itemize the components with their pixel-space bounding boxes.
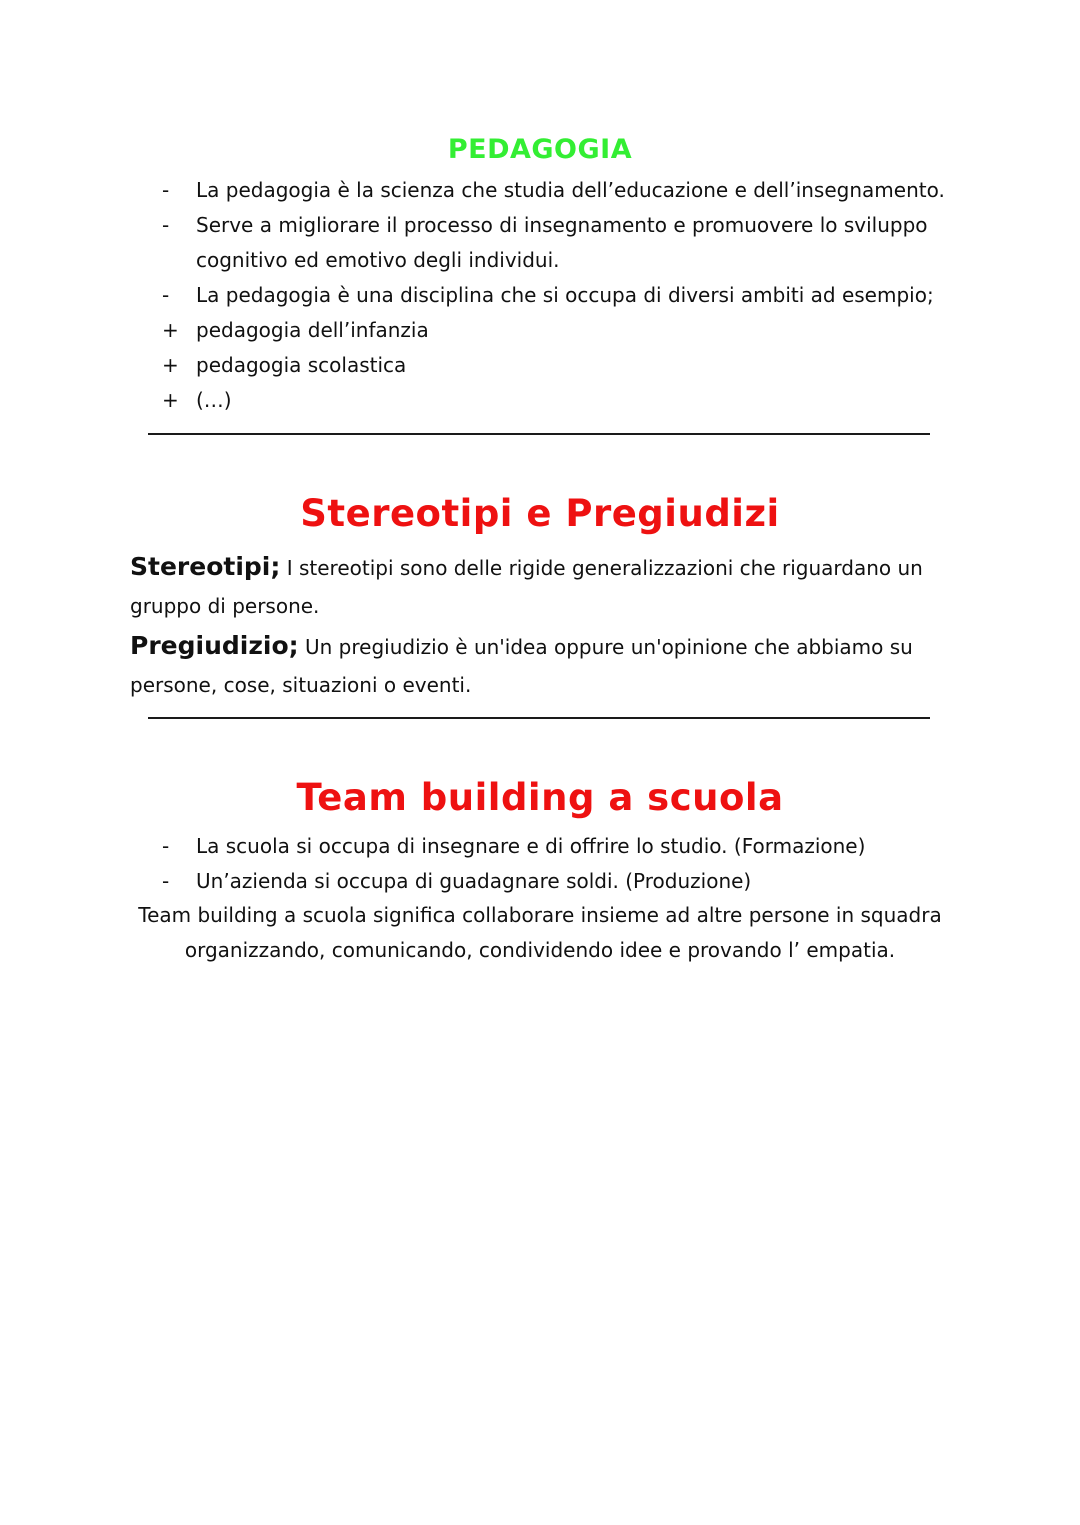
list-item-text: (…) [196,388,232,412]
list-item [160,864,950,899]
pregiudizio-term: Pregiudizio; [130,631,299,660]
team-summary: Team building a scuola significa collaborare insieme ad altre persone in squadra organizzando, comunicando, condividendo idee e provando l’ empatia. [138,903,942,962]
list-item [160,348,950,383]
list-item [160,829,950,864]
stereotipi-term: Stereotipi; [130,552,281,581]
list-item [160,278,950,313]
dash-marker: - [162,178,170,202]
list-item-text: Serve a migliorare il processo di insegnamento e promuovere lo sviluppo cognitivo ed emotivo degli individui. [196,213,928,272]
pedagogia-list [160,173,950,418]
list-item [160,208,950,278]
pregiudizio-text: Un pregiudizio è un'idea oppure un'opinione che abbiamo su persone, cose, situazioni o eventi. [130,635,913,697]
plus-marker: + [162,388,179,412]
pregiudizio-definition [130,627,960,704]
stereotipi-text: I stereotipi sono delle rigide generalizzazioni che riguardano un gruppo di persone. [130,556,923,618]
stereotipi-title: Stereotipi e Pregiudizi [300,492,780,535]
list-item [160,173,950,208]
stereotipi-definition [130,548,960,625]
dash-marker: - [162,869,170,893]
team-title: Team building a scuola [296,776,784,819]
list-item [160,383,950,418]
section-divider [148,717,930,719]
list-item-text: pedagogia scolastica [196,353,407,377]
list-item-text: La pedagogia è la scienza che studia dell’educazione e dell’insegnamento. [196,178,945,202]
dash-marker: - [162,283,170,307]
pedagogia-title: PEDAGOGIA [447,134,633,165]
list-item-text: Un’azienda si occupa di guadagnare soldi. (Produzione) [196,869,752,893]
plus-marker: + [162,318,179,342]
dash-marker: - [162,834,170,858]
dash-marker: - [162,213,170,237]
team-list [160,829,950,899]
list-item [160,313,950,348]
list-item-text: La scuola si occupa di insegnare e di offrire lo studio. (Formazione) [196,834,866,858]
plus-marker: + [162,353,179,377]
list-item-text: La pedagogia è una disciplina che si occupa di diversi ambiti ad esempio; [196,283,934,307]
list-item-text: pedagogia dell’infanzia [196,318,429,342]
section-divider [148,433,930,435]
